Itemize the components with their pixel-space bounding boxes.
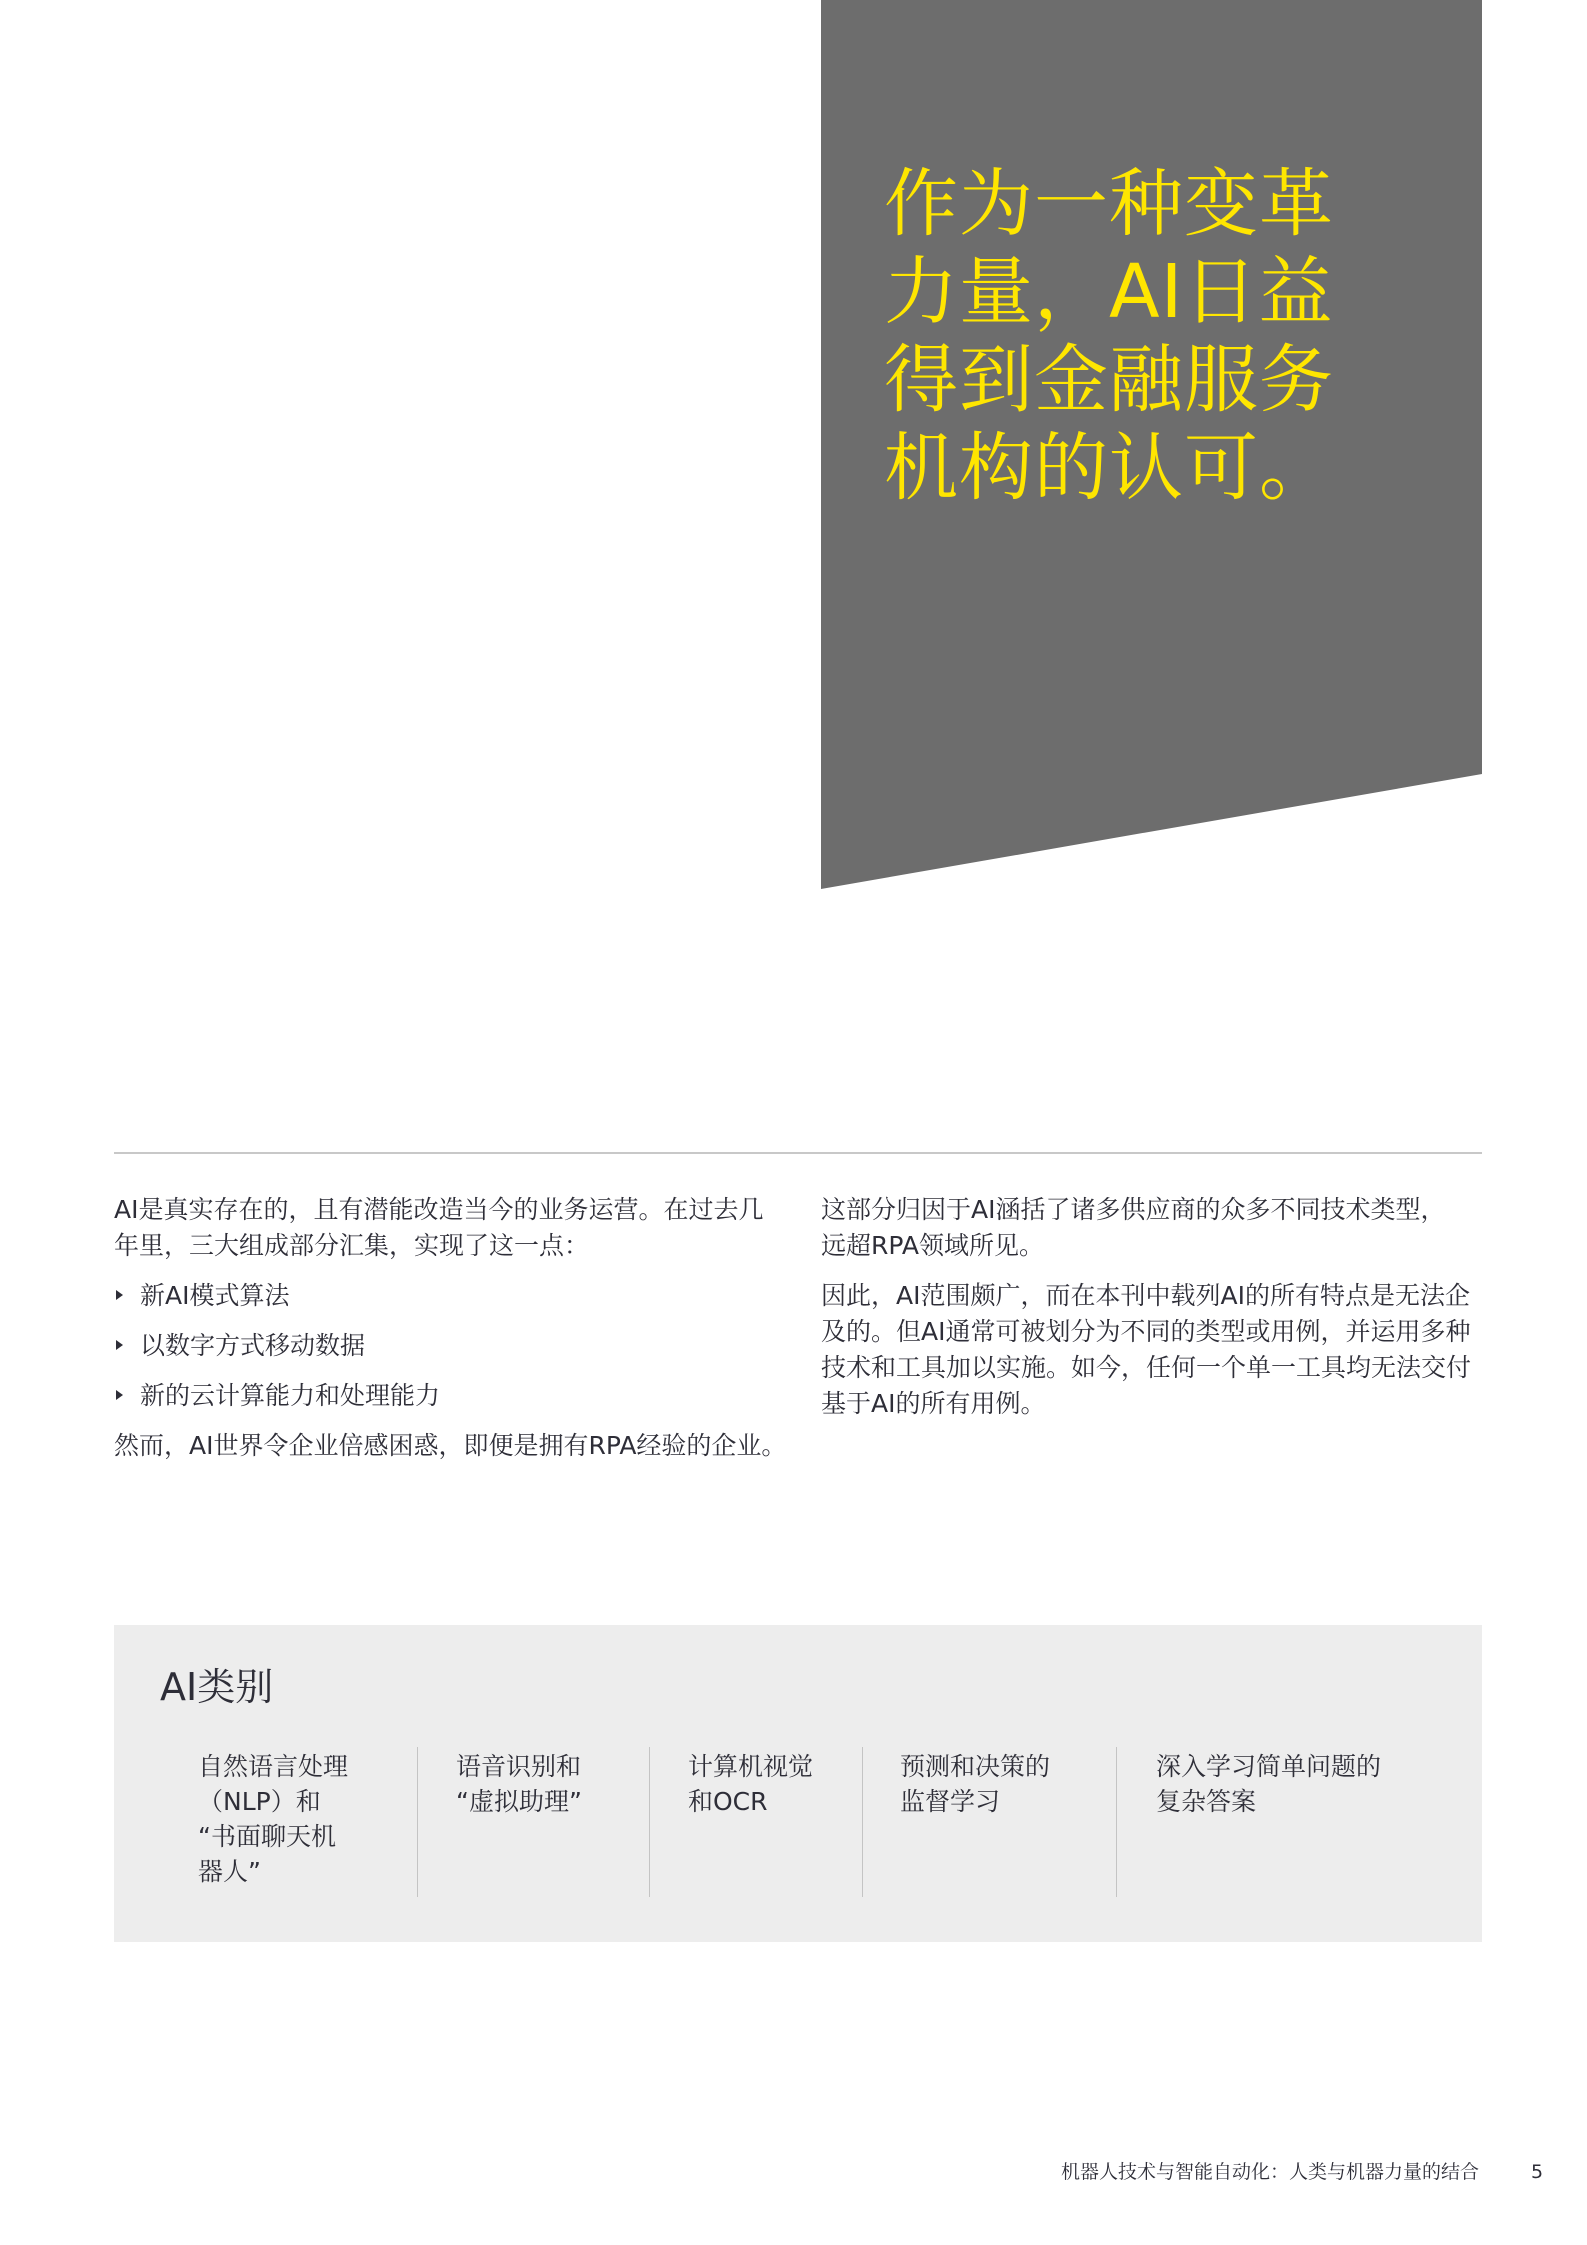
category-line: （NLP）和 bbox=[198, 1787, 321, 1816]
category-divider bbox=[417, 1747, 418, 1897]
paragraph-line: 基于AI的所有用例。 bbox=[821, 1389, 1046, 1418]
list-item-text: 以数字方式移动数据 bbox=[140, 1331, 366, 1360]
category-line: 和OCR bbox=[688, 1787, 768, 1816]
list-item bbox=[114, 1278, 794, 1314]
panel-title: AI类别 bbox=[160, 1665, 274, 1709]
category-line: 深入学习简单问题的 bbox=[1156, 1752, 1382, 1781]
section-divider bbox=[114, 1152, 1482, 1154]
hero-quote-line: 机构的认可。 bbox=[884, 425, 1334, 511]
intro-paragraph bbox=[114, 1192, 794, 1264]
category-speech bbox=[456, 1749, 636, 1899]
category-divider bbox=[862, 1747, 863, 1897]
right-paragraph-2 bbox=[821, 1278, 1491, 1422]
bullet-arrow-icon bbox=[116, 1390, 123, 1400]
right-column bbox=[821, 1192, 1491, 1436]
list-item-text: 新的云计算能力和处理能力 bbox=[140, 1381, 441, 1410]
bullet-list bbox=[114, 1278, 794, 1414]
left-column bbox=[114, 1192, 794, 1478]
intro-line: 年里，三大组成部分汇集，实现了这一点： bbox=[114, 1231, 590, 1260]
category-vision bbox=[688, 1749, 848, 1899]
category-line: “虚拟助理” bbox=[456, 1787, 582, 1816]
category-deep-learning bbox=[1156, 1749, 1416, 1899]
right-paragraph-1 bbox=[821, 1192, 1491, 1264]
paragraph-line: 远超RPA领域所见。 bbox=[821, 1231, 1044, 1260]
list-item bbox=[114, 1328, 794, 1364]
paragraph-line: 因此，AI范围颇广，而在本刊中载列AI的所有特点是无法企 bbox=[821, 1281, 1470, 1310]
category-line: 复杂答案 bbox=[1156, 1787, 1257, 1816]
ai-categories-panel bbox=[114, 1625, 1482, 1942]
hero-quote-line: 力量，AI日益 bbox=[884, 249, 1334, 335]
category-line: 预测和决策的 bbox=[900, 1752, 1051, 1781]
category-line: 器人” bbox=[198, 1857, 261, 1886]
hero-quote-line: 得到金融服务 bbox=[884, 337, 1334, 423]
category-line: “书面聊天机 bbox=[198, 1822, 336, 1851]
category-line: 语音识别和 bbox=[456, 1752, 582, 1781]
hero-quote bbox=[884, 160, 1484, 512]
closing-line: 然而，AI世界令企业倍感困惑，即便是拥有RPA经验的企业。 bbox=[114, 1431, 787, 1460]
category-divider bbox=[1116, 1747, 1117, 1897]
paragraph-line: 技术和工具加以实施。如今，任何一个单一工具均无法交付 bbox=[821, 1353, 1472, 1382]
category-supervised bbox=[900, 1749, 1090, 1899]
closing-paragraph bbox=[114, 1428, 794, 1464]
page-number: 5 bbox=[1531, 2161, 1544, 2183]
bullet-arrow-icon bbox=[116, 1290, 123, 1300]
category-divider bbox=[649, 1747, 650, 1897]
paragraph-line: 及的。但AI通常可被划分为不同的类型或用例，并运用多种 bbox=[821, 1317, 1471, 1346]
bullet-arrow-icon bbox=[116, 1340, 123, 1350]
category-line: 监督学习 bbox=[900, 1787, 1001, 1816]
list-item bbox=[114, 1378, 794, 1414]
category-line: 自然语言处理 bbox=[198, 1752, 349, 1781]
hero-quote-line: 作为一种变革 bbox=[884, 161, 1334, 247]
category-line: 计算机视觉 bbox=[688, 1752, 814, 1781]
category-nlp bbox=[198, 1749, 388, 1899]
footer-title: 机器人技术与智能自动化：人类与机器力量的结合 bbox=[1060, 2161, 1479, 2183]
intro-line: AI是真实存在的，且有潜能改造当今的业务运营。在过去几 bbox=[114, 1195, 764, 1224]
list-item-text: 新AI模式算法 bbox=[140, 1281, 290, 1310]
paragraph-line: 这部分归因于AI涵括了诸多供应商的众多不同技术类型， bbox=[821, 1195, 1446, 1224]
